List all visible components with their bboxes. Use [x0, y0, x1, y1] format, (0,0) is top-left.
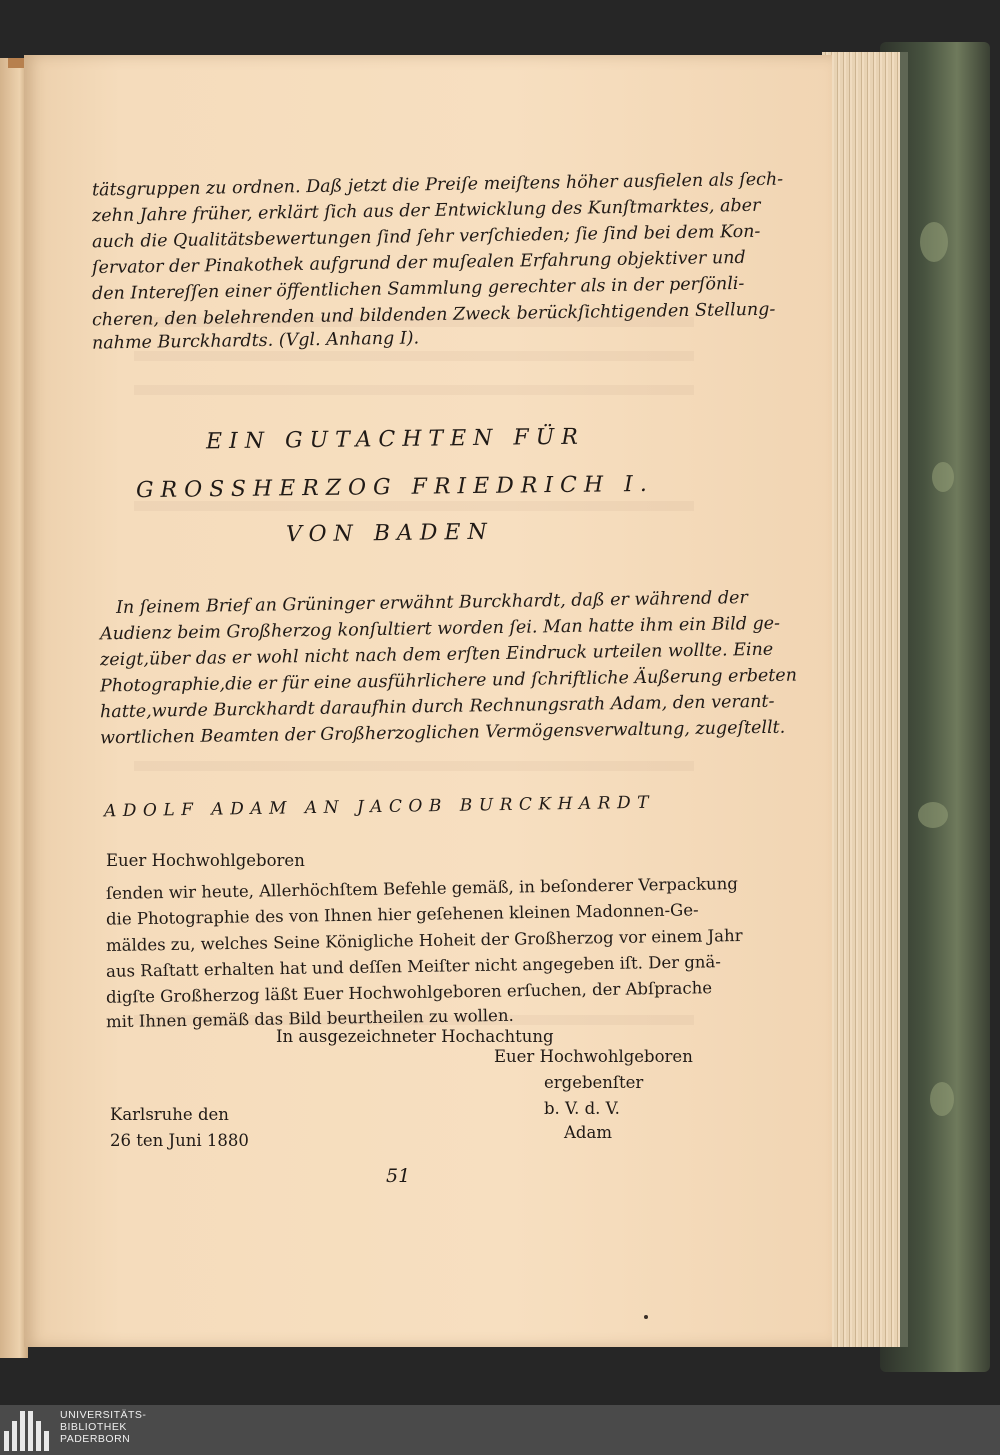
letter-signature-line: Euer Hochwohlgeboren: [494, 1047, 693, 1066]
text-line: hatte,wurde Burckhardt daraufhin durch Rechnungsrath Adam, den verant-: [99, 691, 775, 723]
text-line: wortlichen Beamten der Großherzoglichen Vermögensverwaltung, zugeſtellt.: [99, 717, 786, 749]
letter-line: mäldes zu, welches Seine Königliche Hoheit der Großherzog vor einem Jahr: [105, 926, 743, 955]
letter-line: ſenden wir heute, Allerhöchſtem Befehle gemäß, in beſonderer Verpackung: [105, 874, 738, 903]
text-line: zeigt,über das er wohl nicht nach dem erſten Eindruck urteilen wollte. Eine: [99, 639, 774, 671]
text-line: Audienz beim Großherzog konſultiert worden ſei. Man hatte ihm ein Bild ge-: [99, 613, 781, 645]
text-line: auch die Qualitätsbewertungen ſind ſehr verſchieden; ſie ſind bei dem Kon-: [91, 221, 761, 253]
letter-line: digſte Großherzog läßt Euer Hochwohlgeboren erſuchen, der Abſprache: [105, 978, 713, 1007]
letter-closing: In ausgezeichneter Hochachtung: [276, 1027, 554, 1046]
library-name: [60, 1409, 146, 1445]
text-line: tätsgruppen zu ordnen. Daß jetzt die Preiſe meiſtens höher ausfielen als ſech-: [91, 169, 784, 201]
library-name-line: UNIVERSITÄTS-: [60, 1409, 147, 1421]
heading-line: GROSSHERZOG FRIEDRICH I.: [135, 471, 654, 504]
text-line: Photographie,die er für eine ausführlichere und ſchriftliche Äußerung erbeten: [99, 665, 798, 697]
letter-signature-name: Adam: [564, 1123, 612, 1142]
letter-line: mit Ihnen gemäß das Bild beurtheilen zu wollen.: [105, 1005, 514, 1032]
library-logo-icon: [4, 1411, 50, 1451]
letter-date: 26 ten Juni 1880: [110, 1131, 249, 1150]
page-number: 51: [386, 1165, 411, 1187]
library-name-line: BIBLIOTHEK: [60, 1421, 127, 1433]
text-line: ſervator der Pinakothek aufgrund der muſealen Erfahrung objektiver und: [91, 247, 746, 279]
text-line: den Intereſſen einer öffentlichen Sammlung gerechter als in der perſönli-: [91, 273, 745, 305]
text-line: nahme Burckhardts. (Vgl. Anhang I).: [91, 328, 420, 354]
letter-line: aus Raſtatt erhalten hat und deſſen Meiſter nicht angegeben iſt. Der gnä-: [105, 952, 722, 981]
library-name-line: PADERBORN: [60, 1433, 131, 1445]
text-line: In ſeinem Brief an Grüninger erwähnt Burckhardt, daß er während der: [115, 588, 748, 618]
text-line: zehn Jahre früher, erklärt ſich aus der Entwicklung des Kunſtmarktes, aber: [91, 195, 761, 227]
letter-signature-line: b. V. d. V.: [544, 1099, 620, 1118]
ink-speck: [644, 1315, 648, 1319]
heading-line: VON BADEN: [285, 519, 494, 548]
letter-signature-line: ergebenſter: [544, 1073, 644, 1092]
letter-line: die Photographie des von Ihnen hier geſehenen kleinen Madonnen-Ge-: [105, 900, 699, 929]
letter-place: Karlsruhe den: [110, 1105, 229, 1124]
page-edges: [822, 52, 908, 1347]
book-page: [24, 55, 832, 1347]
text-line: cheren, den belehrenden und bildenden Zweck berückſichtigenden Stellung-: [91, 299, 776, 331]
letter-heading: ADOLF ADAM AN JACOB BURCKHARDT: [103, 792, 656, 822]
letter-salutation: Euer Hochwohlgeboren: [106, 851, 305, 870]
library-footer: [0, 1405, 1000, 1455]
heading-line: EIN GUTACHTEN FÜR: [205, 424, 585, 455]
